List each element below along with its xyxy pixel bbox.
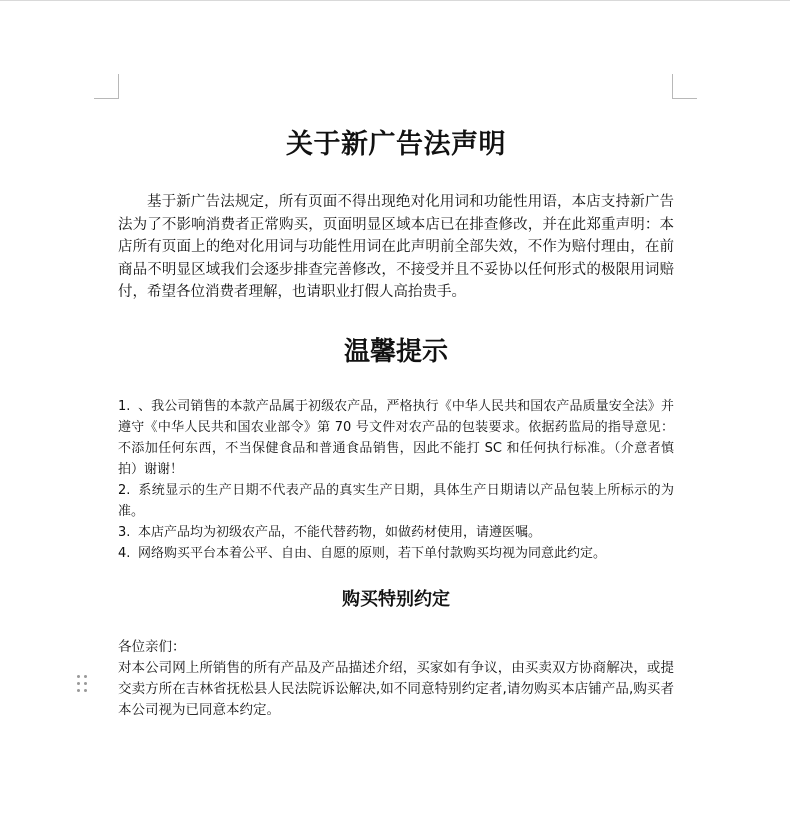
list-item-number: 2. <box>118 482 131 498</box>
list-item <box>118 543 674 564</box>
purchase-agreement-heading: 购买特别约定 <box>342 588 450 610</box>
window-top-border <box>0 0 790 1</box>
document-page <box>118 118 674 721</box>
salutation: 各位亲们： <box>118 638 186 655</box>
agreement-paragraph: 对本公司网上所销售的所有产品及产品描述介绍，买家如有争议，由买卖双方协商解决，或提交卖方所在吉林省抚松县人民法院诉讼解决,如不同意特别约定者,请勿购买本店铺产品,购买者本公司视为已同意本约定。 <box>118 659 674 718</box>
page-margin-marker-top-right <box>672 74 697 99</box>
list-item-text: 网络购买平台本着公平、自由、自愿的原则，若下单付款购买均视为同意此约定。 <box>138 545 607 561</box>
page-margin-marker-top-left <box>94 74 119 99</box>
list-item <box>118 396 674 480</box>
list-item-text: 系统显示的生产日期不代表产品的真实生产日期，具体生产日期请以产品包装上所标示的为准。 <box>118 482 674 519</box>
tips-list <box>118 396 674 564</box>
list-item-text: 本店产品均为初级农产品，不能代替药物，如做药材使用，请遵医嘱。 <box>138 524 542 540</box>
drag-handle-icon[interactable] <box>77 675 89 693</box>
tips-heading: 温馨提示 <box>343 336 448 367</box>
list-item-number: 3. <box>118 524 131 540</box>
list-item-text: 、我公司销售的本款产品属于初级农产品，严格执行《中华人民共和国农产品质量安全法》并遵守《中华人民共和国农业部令》第 70 号文件对农产品的包装要求。依据药监局的指导意见：不添加任何东西，不当保健食品和普通食品销售，因此不能打 SC 和任何执行标准。（介意者慎拍）谢谢！ <box>118 398 674 477</box>
list-item-number: 1. <box>118 398 131 414</box>
list-item-number: 4. <box>118 545 131 561</box>
list-item <box>118 522 674 543</box>
intro-paragraph: 基于新广告法规定，所有页面不得出现绝对化用词和功能性用语，本店支持新广告法为了不影响消费者正常购买，页面明显区域本店已在排查修改，并在此郑重声明：本店所有页面上的绝对化用词与功能性用词在此声明前全部失效，不作为赔付理由，在前商品不明显区域我们会逐步排查完善修改，不接受并且不妥协以任何形式的极限用词赔付，希望各位消费者理解，也请职业打假人高抬贵手。 <box>118 194 674 300</box>
document-title: 关于新广告法声明 <box>286 129 506 160</box>
list-item <box>118 480 674 522</box>
